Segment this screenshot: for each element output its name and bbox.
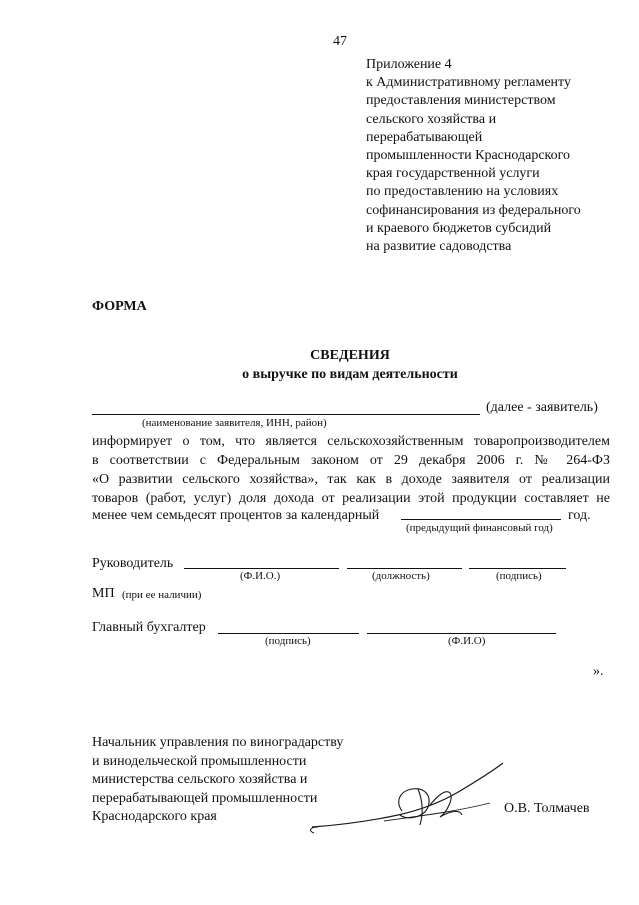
appendix-line: сельского хозяйства и — [366, 111, 497, 127]
body-paragraph — [92, 432, 610, 508]
accountant-label: Главный бухгалтер — [92, 620, 206, 635]
head-fio-field[interactable] — [184, 568, 339, 569]
body-line: «О развитии сельского хозяйства», так как в доходе заявителя от реализации — [92, 472, 610, 487]
appendix-line: промышленности Краснодарского — [366, 148, 571, 164]
accountant-signature-field[interactable] — [218, 633, 359, 634]
financial-year-field[interactable] — [401, 519, 561, 520]
signer-position — [92, 734, 343, 827]
head-position-hint: (должность) — [372, 570, 430, 582]
stamp-hint: (при ее наличии) — [122, 589, 202, 601]
applicant-hint: (наименование заявителя, ИНН, район) — [142, 417, 327, 429]
closing-quote: ». — [593, 664, 604, 679]
appendix-line: на развитие садоводства — [366, 239, 512, 255]
accountant-fio-field[interactable] — [367, 633, 556, 634]
document-title: СВЕДЕНИЯ — [310, 348, 390, 363]
head-signature-hint: (подпись) — [496, 570, 542, 582]
footer-line: Краснодарского края — [92, 809, 217, 824]
body-line: в соответствии с Федеральным законом от 29 декабря 2006 г. № 264-ФЗ — [92, 453, 610, 468]
body-line: товаров (работ, услуг) доля дохода от реализации этой продукции составляет не — [92, 491, 610, 506]
body-last-line-suffix: год. — [568, 508, 591, 523]
appendix-line: края государственной услуги — [366, 166, 540, 182]
year-hint: (предыдущий финансовый год) — [406, 522, 553, 534]
appendix-line: к Административному регламенту — [366, 75, 571, 91]
stamp-label: МП — [92, 586, 115, 601]
footer-line: перерабатывающей промышленности — [92, 790, 318, 806]
head-signature-field[interactable] — [469, 568, 566, 569]
footer-line: Начальник управления по виноградарству — [92, 735, 344, 750]
appendix-line: софинансирования из федерального — [366, 202, 581, 218]
page-number: 47 — [333, 34, 347, 49]
accountant-signature-hint: (подпись) — [265, 635, 311, 647]
appendix-line: и краевого бюджетов субсидий — [366, 220, 552, 236]
footer-line: министерства сельского хозяйства и — [92, 772, 308, 787]
form-label: ФОРМА — [92, 299, 147, 314]
applicant-suffix: (далее - заявитель) — [486, 400, 598, 415]
head-label: Руководитель — [92, 556, 174, 571]
appendix-line: предоставления министерством — [366, 93, 556, 109]
body-line: информирует о том, что является сельскохозяйственным товаропроизводителем — [92, 434, 610, 449]
head-fio-hint: (Ф.И.О.) — [240, 570, 281, 582]
document-subtitle: о выручке по видам деятельности — [242, 367, 458, 382]
appendix-line: по предоставлению на условиях — [366, 184, 559, 200]
head-position-field[interactable] — [347, 568, 462, 569]
body-last-line-prefix: менее чем семьдесят процентов за календарный — [92, 508, 380, 523]
signer-name: О.В. Толмачев — [504, 801, 590, 816]
appendix-line: Приложение 4 — [366, 57, 452, 72]
appendix-line: перерабатывающей — [366, 129, 483, 145]
appendix-header — [366, 56, 581, 256]
accountant-fio-hint: (Ф.И.О) — [448, 635, 486, 647]
applicant-name-field[interactable] — [92, 414, 480, 415]
footer-line: и винодельческой промышленности — [92, 753, 307, 769]
